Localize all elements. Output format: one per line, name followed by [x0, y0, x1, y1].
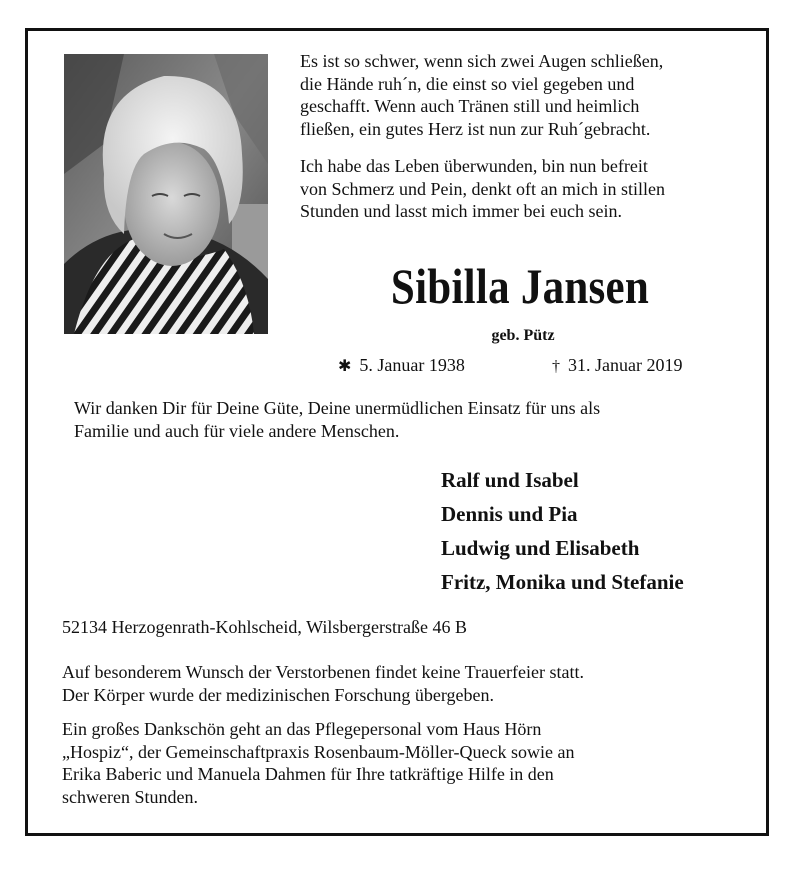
- poem-line: von Schmerz und Pein, denkt oft an mich in stillen: [300, 178, 665, 199]
- death-date: 31. Januar 2019: [568, 355, 683, 375]
- address: 52134 Herzogenrath-Kohlscheid, Wilsbergerstraße 46 B: [62, 617, 467, 637]
- family-member: Ludwig und Elisabeth: [441, 536, 640, 560]
- portrait-photo: [64, 54, 268, 334]
- note-line: Auf besonderem Wunsch der Verstorbenen findet keine Trauerfeier statt.: [62, 662, 584, 682]
- acknowledgement-note: [62, 718, 752, 808]
- death-date-line: [552, 353, 682, 379]
- poem-line: Stunden und lasst mich immer bei euch sein.: [300, 201, 622, 221]
- note-line: schweren Stunden.: [62, 786, 198, 807]
- portrait-image: [64, 54, 268, 334]
- poem-line: fließen, ein gutes Herz ist nun zur Ruh´gebracht.: [300, 118, 651, 139]
- note-line: „Hospiz“, der Gemeinschaftpraxis Rosenbaum-Möller-Queck sowie an: [62, 741, 575, 762]
- poem-line: Ich habe das Leben überwunden, bin nun befreit: [300, 156, 648, 176]
- thanks-line: Wir danken Dir für Deine Güte, Deine unermüdlichen Einsatz für uns als: [74, 398, 601, 418]
- birth-date: 5. Januar 1938: [359, 355, 465, 375]
- poem-line: Es ist so schwer, wenn sich zwei Augen schließen,: [300, 51, 664, 71]
- birth-date-line: [338, 353, 465, 379]
- death-cross-icon: †: [552, 358, 560, 375]
- family-member: Ralf und Isabel: [441, 468, 579, 492]
- poem-line: geschafft. Wenn auch Tränen still und heimlich: [300, 96, 640, 116]
- funeral-note: [62, 661, 752, 706]
- poem: [300, 50, 760, 238]
- thanks-text: [74, 397, 754, 442]
- obituary-frame: [25, 28, 769, 836]
- deceased-name: Sibilla Jansen: [390, 258, 650, 314]
- thanks-line: Familie und auch für viele andere Menschen.: [74, 420, 400, 441]
- note-line: Der Körper wurde der medizinischen Forschung übergeben.: [62, 684, 495, 705]
- note-line: Ein großes Dankschön geht an das Pflegepersonal vom Haus Hörn: [62, 719, 542, 739]
- family-member: Dennis und Pia: [441, 502, 578, 526]
- note-line: Erika Baberic und Manuela Dahmen für Ihre tatkräftige Hilfe in den: [62, 764, 554, 784]
- poem-stanza-1: [300, 50, 760, 140]
- maiden-name: geb. Pütz: [491, 327, 555, 344]
- birth-star-icon: ✱: [338, 358, 352, 375]
- family-list: [441, 463, 684, 599]
- poem-stanza-2: [300, 155, 760, 223]
- family-member: Fritz, Monika und Stefanie: [441, 570, 684, 594]
- poem-line: die Hände ruh´n, die einst so viel gegeben und: [300, 73, 635, 94]
